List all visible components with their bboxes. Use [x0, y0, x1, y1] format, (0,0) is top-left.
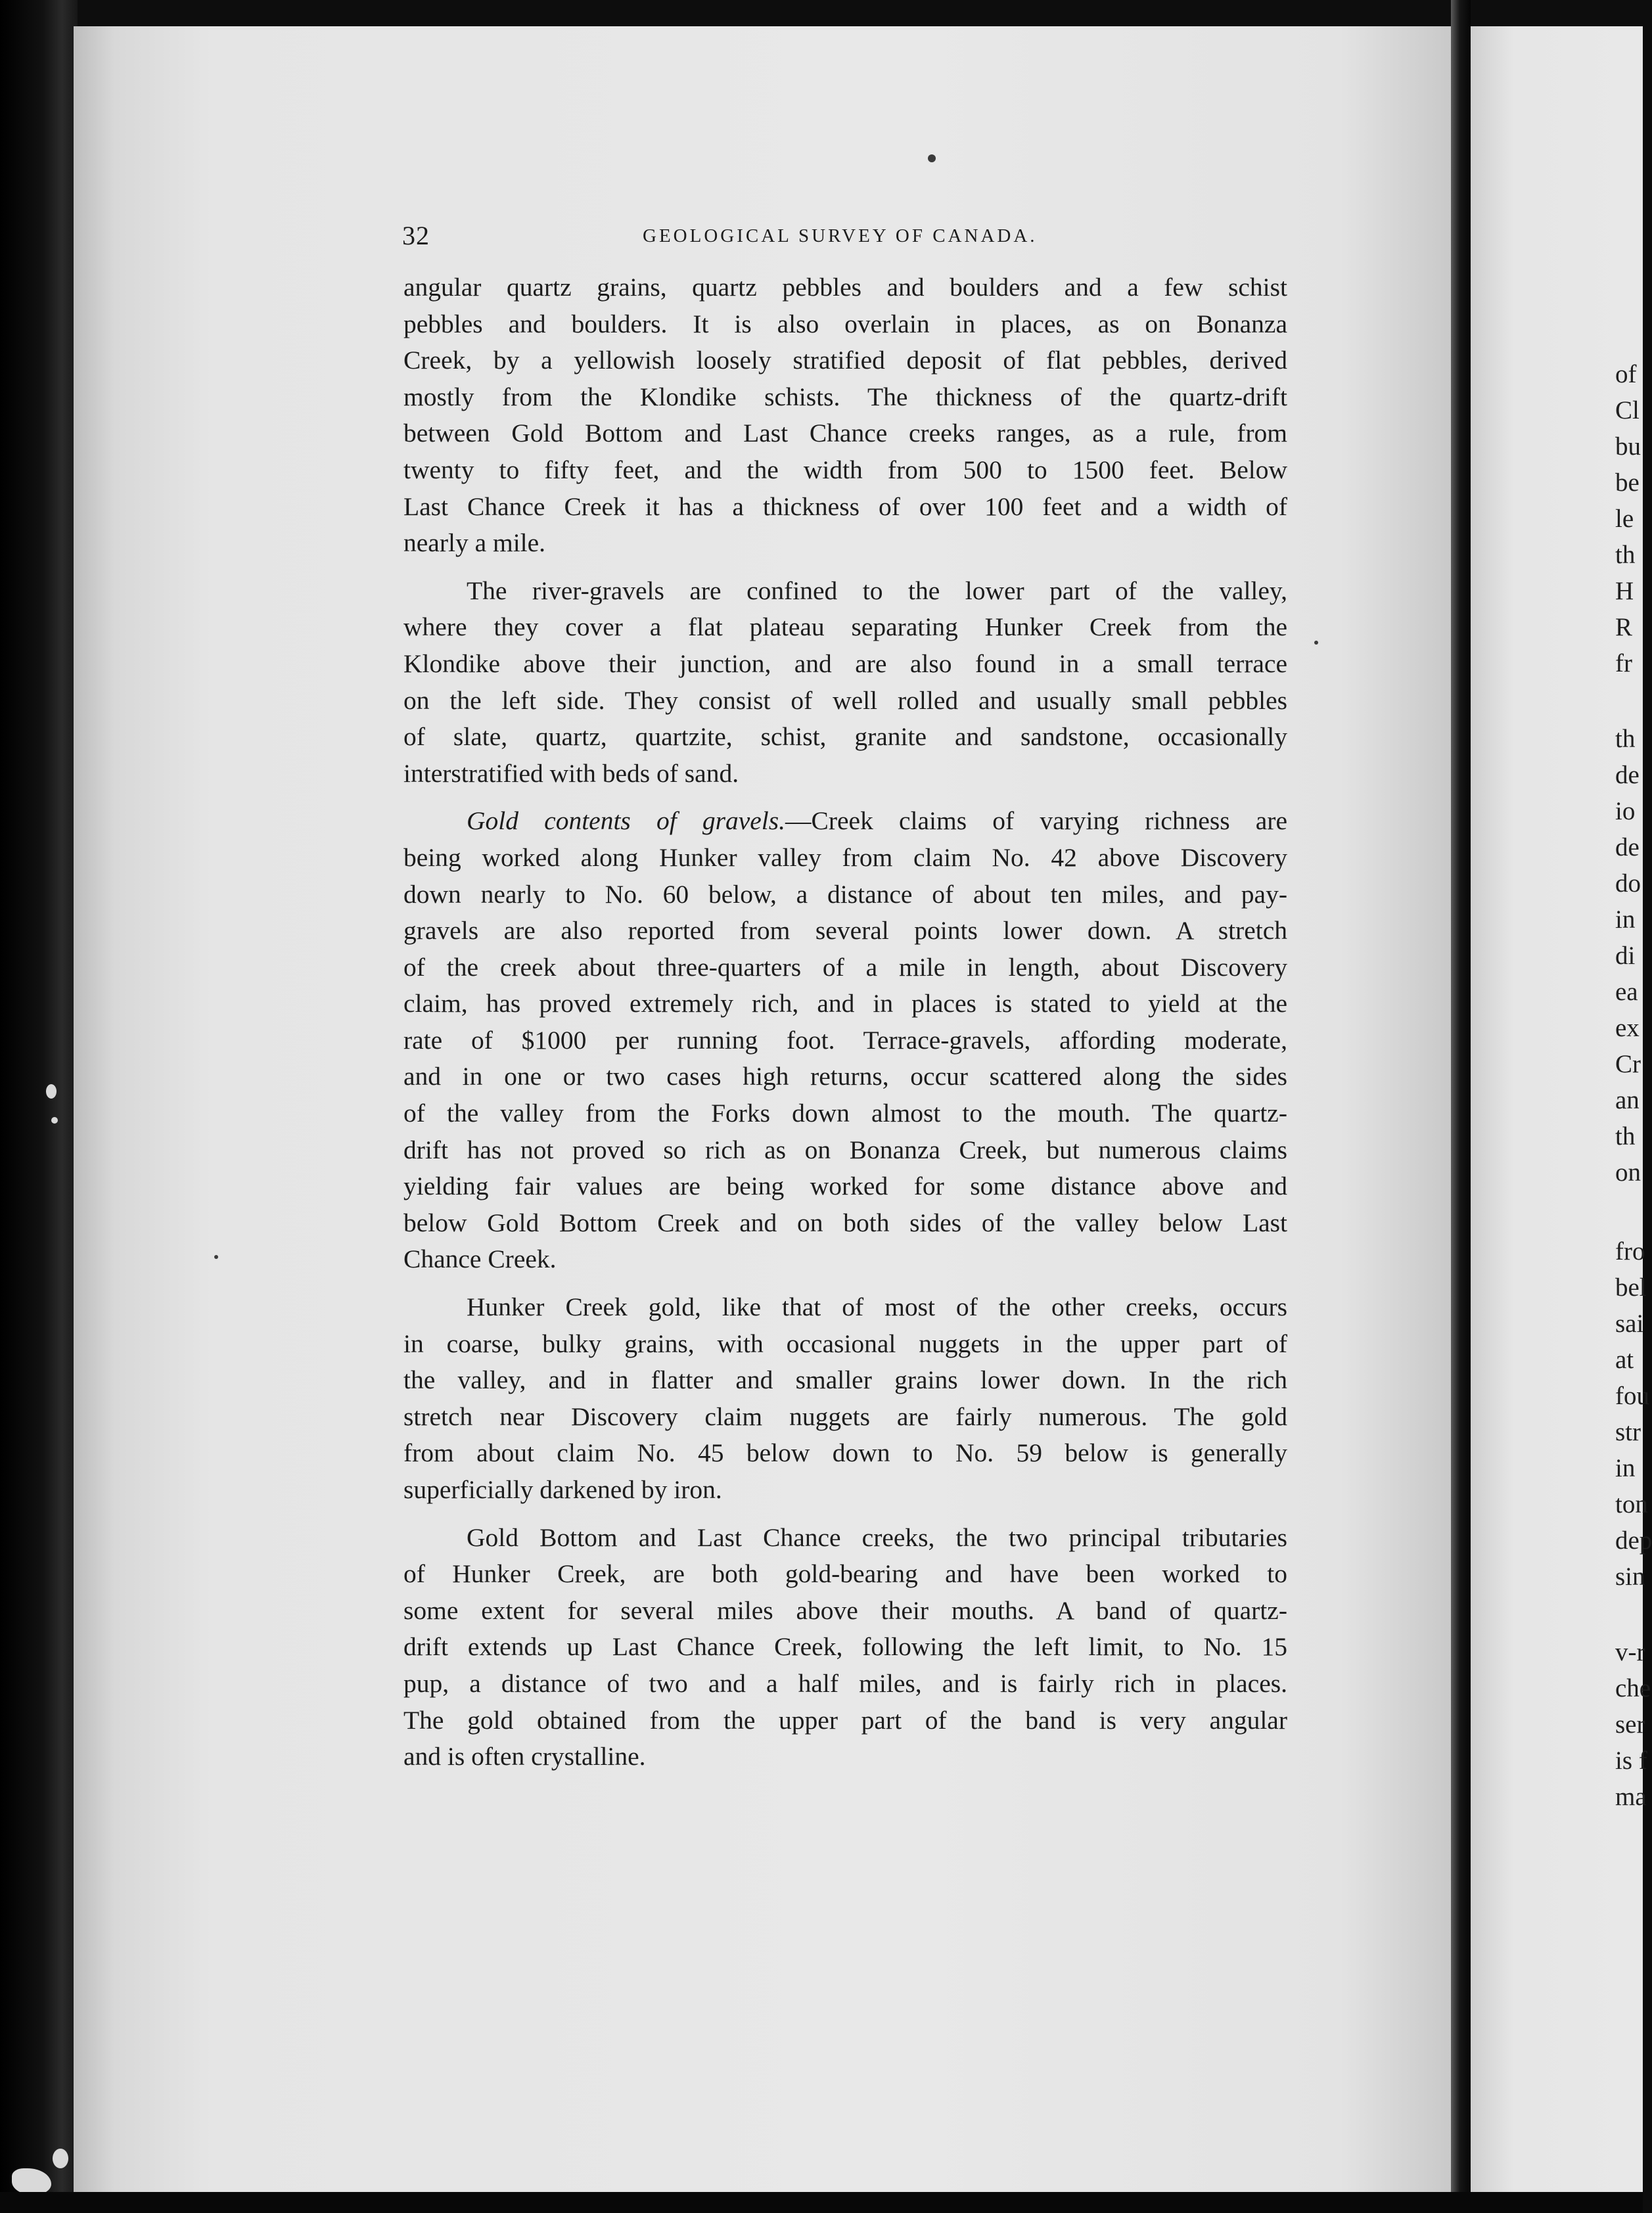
facing-fragment: R — [1615, 613, 1633, 641]
paragraph-quartz-drift — [403, 269, 1287, 562]
facing-fragment: on — [1615, 1158, 1641, 1187]
text-line: on the left side. They consist of well rolled and usually small pebbles — [403, 685, 1287, 715]
running-title: GEOLOGICAL SURVEY OF CANADA. — [643, 225, 1038, 246]
running-head — [402, 219, 1287, 252]
text-line: the valley, and in flatter and smaller grains lower down. In the rich — [403, 1365, 1287, 1395]
text-line: superficially darkened by iron. — [403, 1475, 722, 1504]
facing-fragment: che — [1615, 1674, 1651, 1702]
facing-fragment: dep — [1615, 1526, 1652, 1555]
text-line: in coarse, bulky grains, with occasional nuggets in the upper part of — [403, 1329, 1287, 1358]
facing-fragment: bel — [1615, 1273, 1647, 1302]
book-spine-edge — [0, 0, 78, 2213]
facing-fragment: th — [1615, 1122, 1636, 1151]
text-line: twenty to fifty feet, and the width from 500 to 1500 feet. Below — [403, 455, 1287, 484]
facing-fragment: ma — [1615, 1783, 1647, 1811]
facing-fragment: sin — [1615, 1563, 1645, 1591]
facing-fragment: io — [1615, 797, 1636, 825]
paragraph-hunker-gold — [403, 1289, 1287, 1509]
text-line: nearly a mile. — [403, 528, 546, 558]
text-line: pebbles and boulders. It is also overlain in places, as on Bonanza — [403, 309, 1287, 338]
bottom-edge — [0, 2192, 1643, 2213]
facing-fragment: H — [1615, 577, 1634, 605]
facing-fragment: th — [1615, 541, 1636, 569]
facing-fragment: an — [1615, 1086, 1640, 1114]
text-line: stretch near Discovery claim nuggets are fairly numerous. The gold — [403, 1402, 1287, 1431]
facing-fragment: bu — [1615, 432, 1641, 461]
text-line: drift has not proved so rich as on Bonanza Creek, but numerous claims — [403, 1135, 1287, 1164]
text-line: of Hunker Creek, are both gold-bearing and have been worked to — [403, 1559, 1287, 1589]
facing-fragment: in — [1615, 905, 1636, 934]
text-line: of slate, quartz, quartzite, schist, granite and sandstone, occasionally — [403, 722, 1287, 752]
paragraph-gold-contents — [403, 803, 1287, 1278]
text-line: mostly from the Klondike schists. The thickness of the quartz-drift — [403, 382, 1287, 411]
facing-fragment: fr — [1615, 649, 1632, 677]
text-line: of the creek about three-quarters of a mile in length, about Discovery — [403, 952, 1287, 982]
text-line: interstratified with beds of sand. — [403, 758, 739, 788]
facing-fragment: de — [1615, 761, 1640, 789]
text-line: drift extends up Last Chance Creek, following the left limit, to No. 15 — [403, 1632, 1287, 1662]
facing-fragment: ex — [1615, 1014, 1640, 1042]
text-run: —Creek claims of varying richness are — [785, 806, 1287, 836]
text-line: The river-gravels are confined to the lower part of the valley, — [467, 576, 1287, 605]
text-line — [403, 803, 1287, 840]
facing-fragment: de — [1615, 833, 1640, 861]
facing-fragment: of — [1615, 360, 1637, 388]
facing-fragment: fou — [1615, 1382, 1649, 1410]
text-line: Klondike above their junction, and are also found in a small terrace — [403, 649, 1287, 678]
paragraph-tributaries — [403, 1520, 1287, 1775]
text-line: yielding fair values are being worked for some distance above and — [403, 1172, 1287, 1201]
facing-fragment: do — [1615, 869, 1641, 898]
paragraph-river-gravels — [403, 573, 1287, 792]
text-line: of the valley from the Forks down almost to the mouth. The quartz- — [403, 1099, 1287, 1128]
text-line: pup, a distance of two and a half miles, and is fairly rich in places. — [403, 1668, 1287, 1698]
section-lead: Gold contents of gravels. — [467, 806, 786, 836]
facing-fragment: v-r — [1615, 1638, 1645, 1666]
facing-fragment: ea — [1615, 978, 1638, 1006]
text-line: The gold obtained from the upper part of the band is very angular — [403, 1705, 1287, 1735]
text-line: Chance Creek. — [403, 1244, 557, 1274]
text-line: and is often crystalline. — [403, 1742, 646, 1771]
text-line: Creek, by a yellowish loosely stratified deposit of flat pebbles, derived — [403, 346, 1287, 375]
text-line: Last Chance Creek it has a thickness of over 100 feet and a width of — [403, 491, 1287, 521]
facing-fragment: at — [1615, 1346, 1634, 1374]
facing-fragment: Cr — [1615, 1050, 1641, 1078]
facing-fragment: in — [1615, 1454, 1636, 1482]
facing-fragment: ser — [1615, 1710, 1645, 1739]
text-line: Hunker Creek gold, like that of most of the other creeks, occurs — [467, 1292, 1287, 1322]
facing-fragment: fro — [1615, 1237, 1645, 1266]
text-line: and in one or two cases high returns, occur scattered along the sides — [403, 1062, 1287, 1091]
text-line: from about claim No. 45 below down to No. 59 below is generally — [403, 1438, 1287, 1468]
text-line: being worked along Hunker valley from claim No. 42 above Discovery — [403, 842, 1287, 872]
page-gutter — [1451, 0, 1471, 2213]
facing-fragment: Cl — [1615, 396, 1640, 424]
text-line: below Gold Bottom Creek and on both sides of the valley below Last — [403, 1208, 1287, 1237]
body-text — [403, 269, 1287, 1775]
text-line: gravels are also reported from several points lower down. A stretch — [403, 916, 1287, 946]
text-line: between Gold Bottom and Last Chance creeks ranges, as a rule, from — [403, 419, 1287, 448]
text-line: angular quartz grains, quartz pebbles and boulders and a few schist — [403, 273, 1287, 302]
text-line: rate of $1000 per running foot. Terrace-gravels, affording moderate, — [403, 1025, 1287, 1055]
facing-fragment: th — [1615, 725, 1636, 753]
facing-fragment: le — [1615, 505, 1634, 533]
text-line: some extent for several miles above their mouths. A band of quartz- — [403, 1595, 1287, 1625]
text-line: claim, has proved extremely rich, and in places is stated to yield at the — [403, 989, 1287, 1018]
facing-fragment: di — [1615, 942, 1636, 970]
text-line: down nearly to No. 60 below, a distance of about ten miles, and pay- — [403, 879, 1287, 909]
facing-fragment: ton — [1615, 1490, 1648, 1518]
facing-fragment: be — [1615, 468, 1640, 497]
text-line: Gold Bottom and Last Chance creeks, the two principal tributaries — [467, 1522, 1287, 1552]
facing-fragment: str — [1615, 1418, 1641, 1446]
facing-fragment: sai — [1615, 1310, 1644, 1338]
facing-fragment: is f — [1615, 1746, 1647, 1775]
page-number: 32 — [402, 221, 430, 250]
text-line: where they cover a flat plateau separating Hunker Creek from the — [403, 612, 1287, 642]
